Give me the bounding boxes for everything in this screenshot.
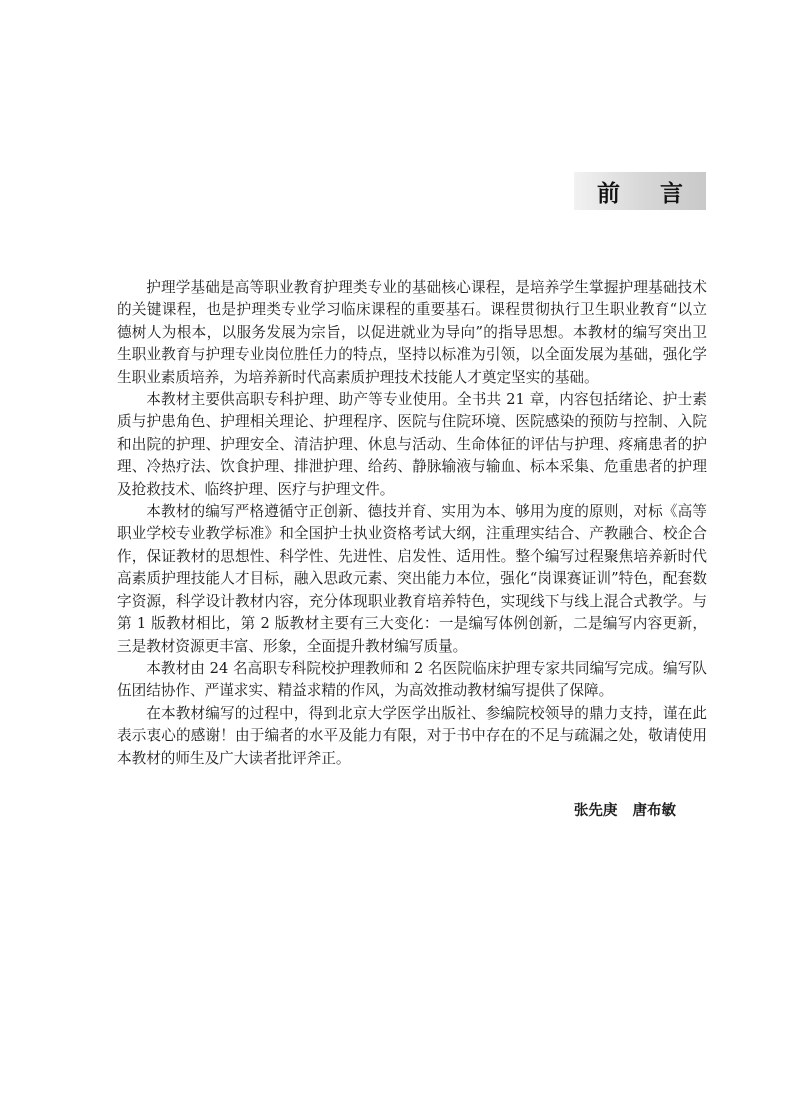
preface-body (117, 277, 707, 770)
paragraph-acknowledgement: 在本教材编写的过程中，得到北京大学医学出版社、参编院校领导的鼎力支持，谨在此表示衷心的感谢！由于编者的水平及能力有限，对于书中存在的不足与疏漏之处，敬请使用本教材的师生及广大读者批评斧正。 (117, 704, 707, 767)
page-title: 前 言 (596, 180, 699, 207)
paragraph-scope: 本教材主要供高职专科护理、助产等专业使用。全书共 21 章，内容包括绪论、护士素质与护患角色、护理相关理论、护理程序、医院与住院环境、医院感染的预防与控制、入院和出院的护理、护理安全、清洁护理、休息与活动、生命体征的评估与护理、疼痛患者的护理、冷热疗法、饮食护理、排泄护理、给药、静脉输液与输血、标本采集、危重患者的护理及抢救技术、临终护理、医疗与护理文件。 (117, 391, 707, 498)
paragraph-principles: 本教材的编写严格遵循守正创新、德技并育、实用为本、够用为度的原则，对标《高等职业学校专业教学标准》和全国护士执业资格考试大纲，注重理实结合、产教融合、校企合作，保证教材的思想性、科学性、先进性、启发性、适用性。整个编写过程聚焦培养新时代高素质护理技能人才目标，融入思政元素、突出能力本位，强化“岗课赛证训”特色，配套数字资源，科学设计教材内容，充分体现职业教育培养特色，实现线下与线上混合式教学。与第 1 版教材相比，第 2 版教材主要有三大变化：一是编写体例创新，二是编写内容更新，三是教材资源更丰富、形象，全面提升教材编写质量。 (117, 503, 707, 655)
title-banner (574, 172, 706, 210)
author-signature: 张先庚 唐布敏 (573, 803, 676, 819)
paragraph-authors: 本教材由 24 名高职专科院校护理教师和 2 名医院临床护理专家共同编写完成。编写队伍团结协作、严谨求实、精益求精的作风，为高效推动教材编写提供了保障。 (117, 659, 707, 700)
paragraph-intro: 护理学基础是高等职业教育护理类专业的基础核心课程，是培养学生掌握护理基础技术的关键课程，也是护理类专业学习临床课程的重要基石。课程贯彻执行卫生职业教育“以立德树人为根本，以服务发展为宗旨，以促进就业为导向”的指导思想。本教材的编写突出卫生职业教育与护理专业岗位胜任力的特点，坚持以标准为引领，以全面发展为基础，强化学生职业素质培养，为培养新时代高素质护理技术技能人才奠定坚实的基础。 (117, 279, 707, 386)
